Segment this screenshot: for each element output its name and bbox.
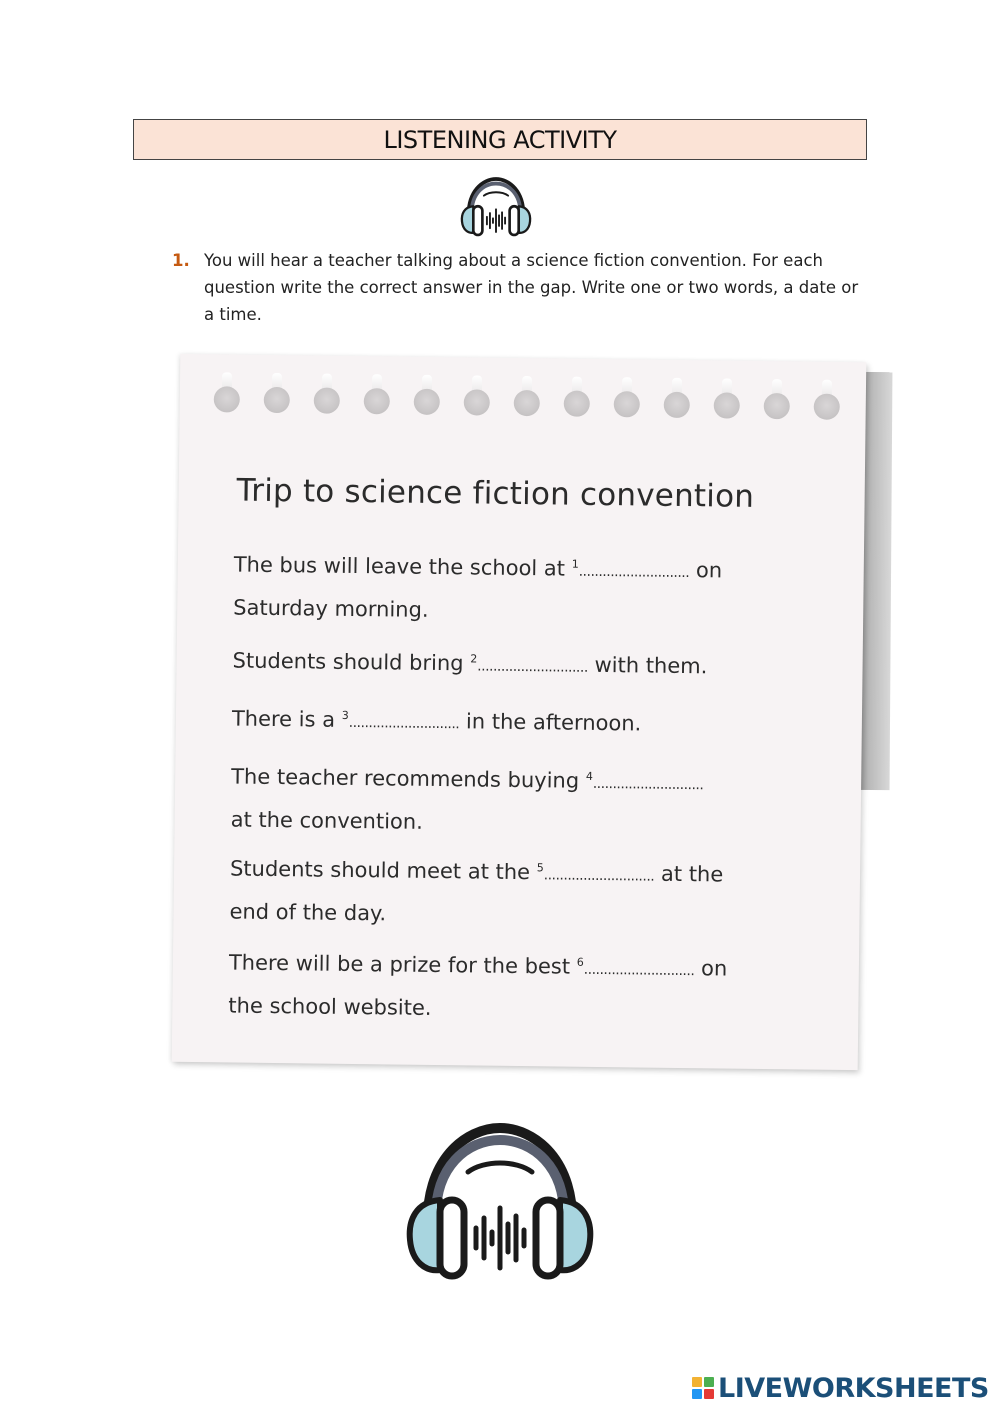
answer-gap-6[interactable]: ............................ bbox=[583, 961, 695, 980]
spiral-hole bbox=[764, 379, 791, 423]
brand-name: LIVEWORKSHEETS bbox=[718, 1372, 989, 1404]
spiral-hole bbox=[714, 378, 741, 422]
headphones-icon bbox=[460, 176, 532, 238]
item-text: The bus will leave the school at bbox=[233, 552, 566, 581]
spiral-hole bbox=[564, 377, 591, 421]
item-text: in the afternoon. bbox=[465, 709, 642, 736]
item-text: at the convention. bbox=[230, 807, 423, 834]
gap-number: 4 bbox=[585, 769, 593, 783]
answer-gap-2[interactable]: ............................ bbox=[477, 658, 588, 676]
item-text: on bbox=[695, 558, 723, 583]
spiral-hole bbox=[214, 372, 241, 416]
question-1 bbox=[172, 247, 862, 328]
spiral-hole bbox=[264, 373, 291, 417]
spiral-hole bbox=[464, 375, 491, 419]
item-text: Students should meet at the bbox=[229, 856, 531, 885]
gap-number: 1 bbox=[571, 557, 579, 571]
notepad-title: Trip to science fiction convention bbox=[236, 472, 755, 515]
item-text: There is a bbox=[231, 706, 336, 732]
gap-number: 6 bbox=[576, 955, 584, 969]
item-text: with them. bbox=[594, 652, 708, 679]
item-text: Saturday morning. bbox=[233, 595, 429, 622]
gap-item-6 bbox=[228, 938, 819, 1032]
gap-item-2 bbox=[232, 636, 823, 690]
item-text: on bbox=[700, 956, 728, 981]
spiral-hole bbox=[414, 375, 441, 419]
spiral-hole bbox=[314, 373, 341, 417]
notepad bbox=[172, 354, 867, 1070]
gap-number: 2 bbox=[470, 652, 478, 666]
brand-square bbox=[692, 1377, 702, 1387]
item-text: The teacher recommends buying bbox=[231, 764, 580, 793]
brand-mark-icon bbox=[692, 1377, 714, 1399]
gap-item-4 bbox=[230, 752, 821, 846]
item-text: the school website. bbox=[228, 993, 432, 1020]
answer-gap-5[interactable]: ............................ bbox=[543, 867, 655, 885]
gap-number: 5 bbox=[536, 861, 544, 875]
brand-square bbox=[704, 1377, 714, 1387]
brand-square bbox=[692, 1389, 702, 1399]
question-text: You will hear a teacher talking about a science fiction convention. For each question write the correct answer in the gap. Write one or two words, a date or a time. bbox=[204, 251, 859, 324]
item-text: There will be a prize for the best bbox=[228, 950, 571, 979]
brand-logo[interactable] bbox=[692, 1372, 989, 1404]
page-title: LISTENING ACTIVITY bbox=[133, 119, 867, 160]
gap-number: 3 bbox=[341, 708, 349, 722]
spiral-hole bbox=[664, 378, 691, 422]
brand-square bbox=[704, 1389, 714, 1399]
item-text: end of the day. bbox=[229, 899, 387, 926]
gap-item-3 bbox=[232, 694, 823, 748]
answer-gap-1[interactable]: ............................ bbox=[578, 563, 690, 582]
item-text: at the bbox=[660, 861, 724, 887]
item-text: Students should bring bbox=[232, 648, 464, 676]
answer-gap-3[interactable]: ............................ bbox=[348, 714, 460, 733]
spiral-hole bbox=[814, 380, 841, 424]
answer-gap-4[interactable]: ............................ bbox=[592, 775, 704, 794]
spiral-hole bbox=[514, 376, 541, 420]
gap-item-1 bbox=[233, 541, 824, 635]
spiral-hole bbox=[614, 377, 641, 421]
question-number: 1. bbox=[172, 251, 190, 270]
headphones-icon bbox=[406, 1120, 594, 1284]
gap-item-5 bbox=[229, 844, 820, 938]
spiral-hole bbox=[364, 374, 391, 418]
